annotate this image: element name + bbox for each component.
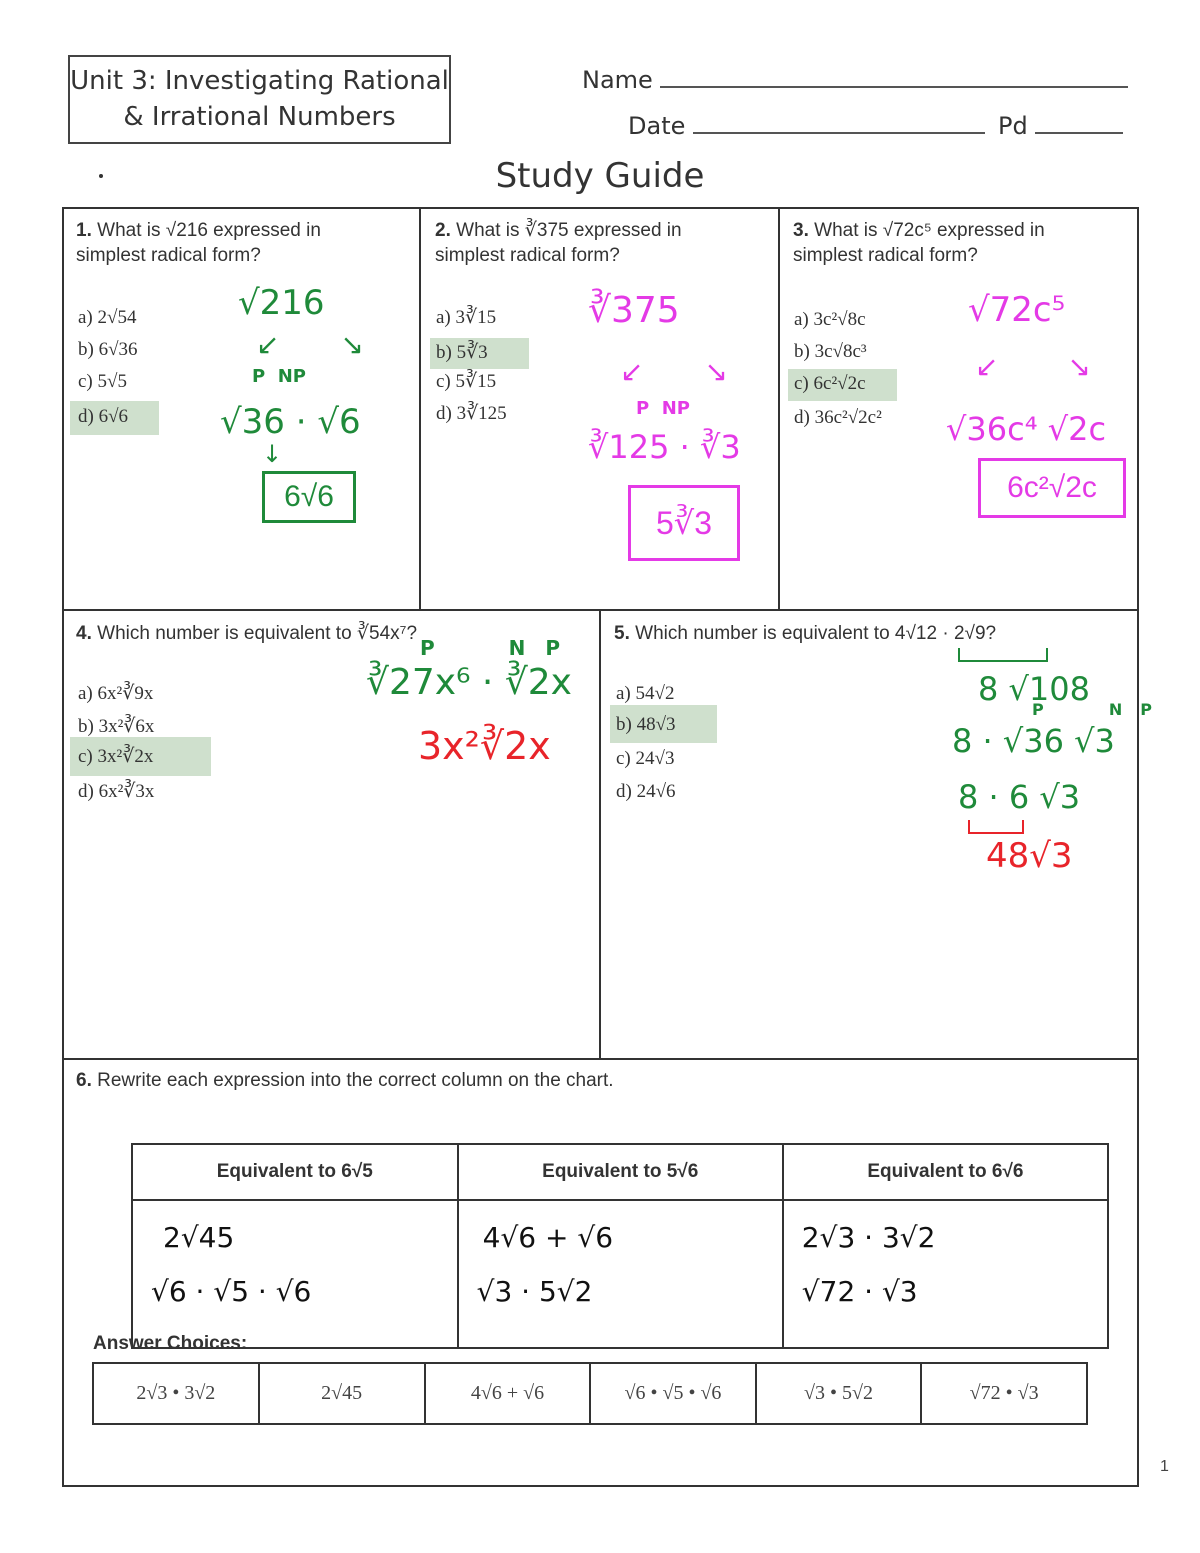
answer-choices-label: Answer Choices: <box>93 1333 248 1354</box>
q5-work-red-bracket <box>968 820 1024 834</box>
q2-work-labels: P NP <box>636 398 690 419</box>
col1-entry-1: 2√45 <box>163 1221 235 1254</box>
choice-5[interactable]: √3 • 5√2 <box>756 1363 922 1424</box>
q2-text-2: simplest radical form? <box>435 245 620 266</box>
q5-option-d[interactable]: d) 24√6 <box>616 781 676 802</box>
q5-work-labels: P NP <box>1032 700 1170 719</box>
q3-text-1: What is √72c⁵ expressed in <box>814 220 1045 241</box>
pd-field <box>998 110 1123 140</box>
chart-cell-3[interactable] <box>783 1200 1108 1348</box>
q5-option-a[interactable]: a) 54√2 <box>616 683 675 704</box>
col2-entry-2: √3 · 5√2 <box>476 1275 593 1308</box>
q2-option-b-selected[interactable]: b) 5∛3 <box>430 338 529 369</box>
q1-text-2: simplest radical form? <box>76 245 261 266</box>
q2-option-a[interactable]: a) 3∛15 <box>436 307 497 328</box>
sort-chart <box>131 1143 1109 1349</box>
name-field <box>582 64 1128 94</box>
q3-option-a[interactable]: a) 3c²√8c <box>794 309 866 330</box>
q5-text: Which number is equivalent to 4√12 · 2√9? <box>635 623 997 644</box>
q5-work-line3: 8 · 6 √3 <box>958 778 1081 816</box>
q2-option-d[interactable]: d) 3∛125 <box>436 403 507 424</box>
q3-work-arrows: ↙ ↘ <box>975 350 1121 383</box>
q4-text: Which number is equivalent to ∛54x⁷? <box>97 623 418 644</box>
q2-work-answer: 5∛3 <box>628 485 740 561</box>
choice-4[interactable]: √6 • √5 • √6 <box>590 1363 755 1424</box>
chart-cell-2[interactable] <box>458 1200 783 1348</box>
q1-option-b[interactable]: b) 6√36 <box>78 339 138 360</box>
q4-work-split: ∛27x⁶ · ∛2x <box>366 662 572 703</box>
q5-work-bracket <box>958 648 1048 662</box>
grid-right <box>1137 207 1139 1487</box>
choice-3[interactable]: 4√6 + √6 <box>425 1363 591 1424</box>
q2-number: 2. <box>435 220 451 241</box>
q4-option-c-selected[interactable]: c) 3x²∛2x <box>70 737 211 776</box>
q1-work-labels: P NP <box>252 366 306 387</box>
q2-text-1: What is ∛375 expressed in <box>456 220 682 241</box>
unit-title-line1: Unit 3: Investigating Rational <box>70 66 449 96</box>
q3-option-c-selected[interactable]: c) 6c²√2c <box>788 369 897 401</box>
col3-entry-1: 2√3 · 3√2 <box>801 1221 936 1254</box>
q1-work-down-arrow: ↓ <box>262 440 283 468</box>
q6-number: 6. <box>76 1070 92 1091</box>
chart-cell-1[interactable] <box>132 1200 458 1348</box>
unit-title-line2: & Irrational Numbers <box>123 102 396 132</box>
q1-work-radical: √216 <box>238 283 325 323</box>
q4-option-b[interactable]: b) 3x²∛6x <box>78 716 155 737</box>
chart-header-2: Equivalent to 5√6 <box>458 1144 783 1200</box>
name-label: Name <box>582 66 653 94</box>
q5-work-line2: 8 · √36 √3 <box>952 722 1115 760</box>
q2-work-arrows: ↙ ↘ <box>620 355 754 388</box>
grid-col2 <box>778 207 780 610</box>
q5-option-c[interactable]: c) 24√3 <box>616 748 675 769</box>
q3-option-b[interactable]: b) 3c√8c³ <box>794 341 867 362</box>
q3-prompt <box>793 218 1045 268</box>
q1-work-split: √36 · √6 <box>220 402 361 442</box>
grid-col1 <box>419 207 421 610</box>
grid-left <box>62 207 64 1487</box>
q2-prompt <box>435 218 682 268</box>
col3-entry-2: √72 · √3 <box>801 1275 918 1308</box>
q4-option-a[interactable]: a) 6x²∛9x <box>78 683 154 704</box>
q3-number: 3. <box>793 220 809 241</box>
choice-1[interactable]: 2√3 • 3√2 <box>93 1363 259 1424</box>
page-title: Study Guide <box>495 156 705 196</box>
q3-text-2: simplest radical form? <box>793 245 978 266</box>
q1-text-1: What is √216 expressed in <box>97 220 321 241</box>
col2-entry-1: 4√6 + √6 <box>482 1221 614 1254</box>
q6-prompt <box>76 1068 614 1093</box>
date-field <box>628 110 985 140</box>
grid-col3 <box>599 609 601 1059</box>
q3-work-radical: √72c⁵ <box>968 290 1066 330</box>
q4-work-answer: 3x²∛2x <box>418 724 551 768</box>
q3-work-split: √36c⁴ √2c <box>946 410 1107 448</box>
grid-top <box>62 207 1139 209</box>
q1-option-a[interactable]: a) 2√54 <box>78 307 137 328</box>
q5-prompt <box>614 621 996 646</box>
q6-text: Rewrite each expression into the correct column on the chart. <box>97 1070 614 1091</box>
col1-entry-2: √6 · √5 · √6 <box>151 1275 312 1308</box>
q1-option-d-selected[interactable]: d) 6√6 <box>70 401 159 435</box>
grid-bottom <box>62 1485 1139 1487</box>
pd-label: Pd <box>998 112 1028 140</box>
date-label: Date <box>628 112 686 140</box>
q1-work-arrows: ↙ ↘ <box>256 328 390 361</box>
chart-header-3: Equivalent to 6√6 <box>783 1144 1108 1200</box>
chart-header-1: Equivalent to 6√5 <box>132 1144 458 1200</box>
choice-2[interactable]: 2√45 <box>259 1363 425 1424</box>
q5-work-line1: 8 √108 <box>978 670 1090 708</box>
q1-number: 1. <box>76 220 92 241</box>
q5-number: 5. <box>614 623 630 644</box>
q2-work-split: ∛125 · ∛3 <box>588 428 741 466</box>
q1-work-answer: 6√6 <box>262 471 356 523</box>
q3-work-answer: 6c²√2c <box>978 458 1126 518</box>
page-number: 1 <box>1160 1458 1169 1475</box>
q1-option-c[interactable]: c) 5√5 <box>78 371 127 392</box>
choice-6[interactable]: √72 • √3 <box>921 1363 1087 1424</box>
name-line <box>660 64 1128 88</box>
q2-work-radical: ∛375 <box>588 290 680 331</box>
q3-option-d[interactable]: d) 36c²√2c² <box>794 407 882 428</box>
unit-title-box <box>68 55 451 144</box>
pd-line <box>1035 110 1123 134</box>
date-line <box>693 110 985 134</box>
q4-work-labels: P NP <box>420 636 580 660</box>
q1-prompt <box>76 218 321 268</box>
answer-choices-table <box>92 1362 1088 1425</box>
q4-prompt <box>76 621 417 646</box>
q5-option-b-selected[interactable]: b) 48√3 <box>610 705 717 743</box>
q2-option-c[interactable]: c) 5∛15 <box>436 371 497 392</box>
q4-option-d[interactable]: d) 6x²∛3x <box>78 781 155 802</box>
q4-number: 4. <box>76 623 92 644</box>
q5-work-answer: 48√3 <box>986 836 1073 876</box>
